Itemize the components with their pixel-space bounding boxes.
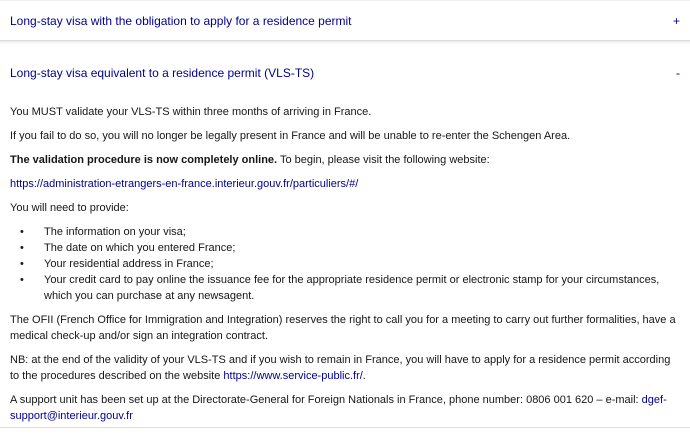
list-item-text: Your credit card to pay online the issuance fee for the appropriate residence permit or electronic stamp for your circumstances, which you can purchase at any newsagent. xyxy=(44,274,660,302)
bold-procedure-text: The validation procedure is now completely online. xyxy=(10,154,278,166)
accordion-title: Long-stay visa equivalent to a residence permit (VLS-TS) xyxy=(10,66,315,80)
paragraph-support xyxy=(10,392,680,424)
accordion-header-vls-ts[interactable] xyxy=(0,44,690,96)
expand-icon[interactable]: + xyxy=(672,13,680,28)
requirements-list xyxy=(10,224,680,304)
paragraph-fail: If you fail to do so, you will no longer be legally present in France and will be unable to re-enter the Schengen Area. xyxy=(10,130,571,142)
procedure-rest-text: To begin, please visit the following website: xyxy=(277,154,490,166)
paragraph-link xyxy=(10,176,680,192)
list-item xyxy=(10,224,680,240)
bottom-divider xyxy=(0,427,690,428)
administration-link[interactable]: https://administration-etrangers-en-france.interieur.gouv.fr/particuliers/#/ xyxy=(10,178,359,190)
list-item-text: Your residential address in France; xyxy=(44,258,214,270)
support-email-link[interactable]: dgef-support@interieur.gouv.fr xyxy=(10,394,667,422)
paragraph-validate: You MUST validate your VLS-TS within three months of arriving in France. xyxy=(10,106,372,118)
list-item-text: The information on your visa; xyxy=(44,226,186,238)
accordion-header-residence-permit-obligation[interactable] xyxy=(0,0,690,41)
nb-text: NB: at the end of the validity of your VLS-TS and if you wish to remain in France, you will have to apply for a residence permit according to the procedures described on the website xyxy=(10,354,671,382)
nb-end: . xyxy=(362,370,366,382)
bullet-icon: • xyxy=(20,258,24,270)
paragraph-procedure xyxy=(10,152,680,168)
bullet-icon: • xyxy=(20,242,24,254)
support-text: A support unit has been set up at the Directorate-General for Foreign Nationals in France, phone number: 0806 001 620 – e-mail: xyxy=(10,394,642,406)
list-item xyxy=(10,272,680,304)
bullet-icon: • xyxy=(20,274,24,286)
collapse-icon[interactable]: - xyxy=(676,66,680,80)
list-item xyxy=(10,256,680,272)
accordion-content-vls-ts xyxy=(0,96,690,424)
list-item-text: The date on which you entered France; xyxy=(44,242,236,254)
bullet-icon: • xyxy=(20,226,24,238)
service-public-link[interactable]: https://www.service-public.fr/ xyxy=(223,370,363,382)
paragraph-ofii: The OFII (French Office for Immigration and Integration) reserves the right to call you for a meeting to carry out further formalities, have a medical check-up and/or sign an integration contract. xyxy=(10,314,676,342)
paragraph-nb xyxy=(10,352,680,384)
list-item xyxy=(10,240,680,256)
accordion-title: Long-stay visa with the obligation to apply for a residence permit xyxy=(10,13,352,28)
paragraph-provide: You will need to provide: xyxy=(10,202,129,214)
